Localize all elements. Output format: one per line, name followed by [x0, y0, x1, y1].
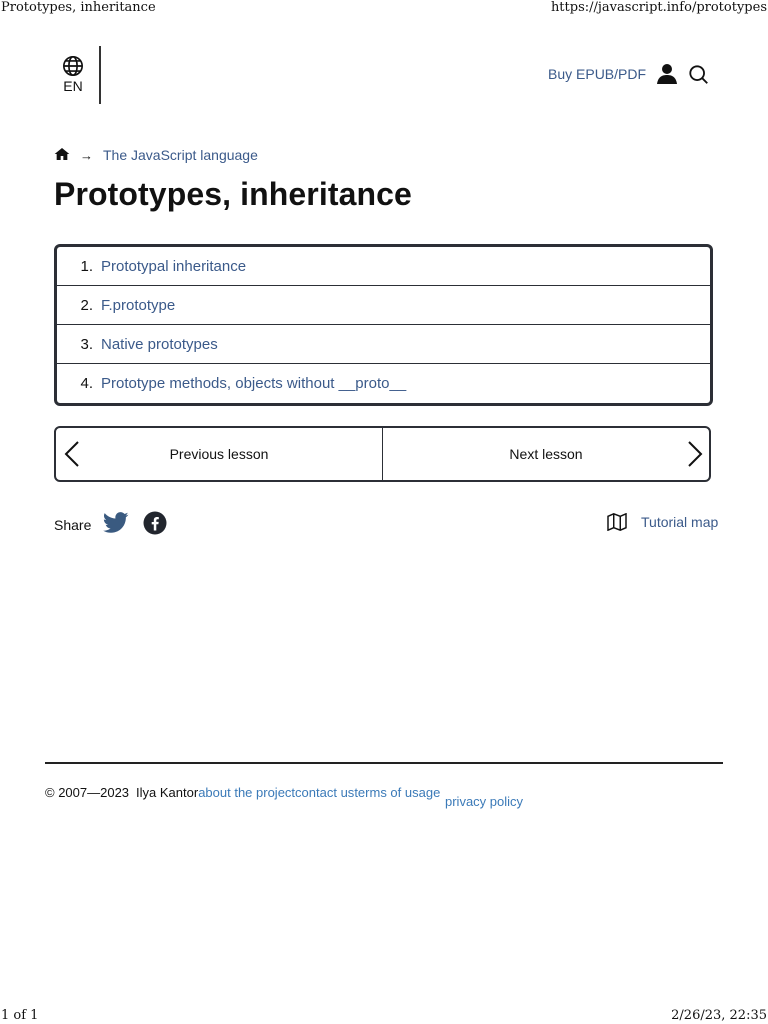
lesson-link[interactable]: Prototypal inheritance	[101, 257, 247, 275]
share-bar	[54, 511, 167, 538]
lesson-link[interactable]: Prototype methods, objects without __proto__	[101, 374, 407, 392]
list-item	[57, 286, 710, 325]
page-title: Prototypes, inheritance	[54, 176, 412, 212]
previous-lesson-label: Previous lesson	[169, 446, 269, 462]
list-item-number: 1.	[80, 257, 93, 275]
lesson-pager	[54, 426, 711, 482]
globe-icon	[62, 55, 84, 77]
list-item	[57, 247, 710, 286]
user-icon[interactable]	[655, 62, 679, 91]
next-lesson-label: Next lesson	[509, 446, 583, 462]
twitter-icon[interactable]	[103, 512, 129, 537]
facebook-icon[interactable]	[143, 511, 167, 538]
list-item-number: 4.	[80, 374, 93, 392]
share-label: Share	[54, 516, 92, 533]
search-icon[interactable]	[688, 64, 710, 91]
chevron-right-icon	[687, 441, 703, 470]
tutorial-map-label: Tutorial map	[641, 514, 719, 530]
language-code: EN	[63, 78, 83, 94]
print-datetime: 2/26/23, 22:35	[671, 1008, 767, 1023]
author-name: Ilya Kantor	[136, 785, 199, 800]
print-page-count: 1 of 1	[1, 1008, 39, 1023]
list-item	[57, 325, 710, 364]
breadcrumb-arrow: →	[80, 147, 93, 163]
print-title: Prototypes, inheritance	[1, 0, 156, 15]
terms-of-usage-link[interactable]: terms of usage	[354, 785, 441, 800]
list-item	[57, 364, 710, 402]
lesson-link[interactable]: Native prototypes	[101, 335, 218, 353]
print-header	[0, 0, 768, 16]
home-icon[interactable]	[54, 147, 70, 164]
map-icon	[607, 513, 627, 531]
buy-epub-pdf-link[interactable]: Buy EPUB/PDF	[548, 66, 647, 82]
lesson-link[interactable]: F.prototype	[101, 296, 176, 314]
previous-lesson-button[interactable]	[56, 428, 383, 480]
print-footer	[0, 1008, 768, 1024]
site-footer	[45, 784, 524, 809]
chevron-left-icon	[64, 441, 80, 470]
about-project-link[interactable]: about the project	[198, 785, 296, 800]
tutorial-map-link[interactable]	[607, 513, 718, 531]
contact-us-link[interactable]: contact us	[295, 785, 355, 800]
breadcrumb-parent-link[interactable]: The JavaScript language	[103, 147, 258, 163]
list-item-number: 3.	[80, 335, 93, 353]
privacy-policy-link[interactable]: privacy policy	[445, 794, 524, 809]
list-item-number: 2.	[80, 296, 93, 314]
header-divider	[99, 46, 101, 104]
next-lesson-button[interactable]	[383, 428, 709, 480]
print-url: https://javascript.info/prototypes	[550, 0, 767, 15]
copyright-text: © 2007—2023	[45, 785, 130, 800]
language-switcher[interactable]	[60, 55, 86, 94]
lesson-list	[54, 244, 713, 406]
breadcrumb	[54, 146, 258, 164]
footer-divider	[45, 762, 723, 764]
